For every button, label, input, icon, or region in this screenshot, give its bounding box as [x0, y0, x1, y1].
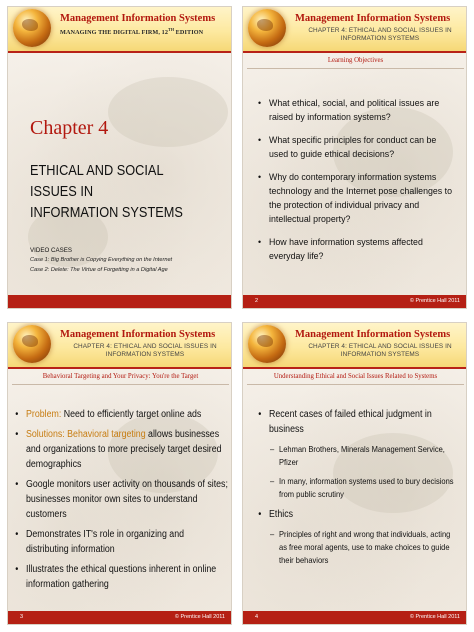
- copyright: © Prentice Hall 2011: [174, 614, 225, 620]
- list-item: • Problem: Need to efficiently target online ads: [15, 409, 202, 420]
- slide-1: [7, 6, 232, 309]
- bullet-icon: •: [257, 135, 262, 146]
- sub-list-item: – In many, information systems used to bury decisions from public scrutiny: [270, 476, 454, 499]
- list-item: • Demonstrates IT's role in organizing and distributing information: [15, 529, 185, 555]
- dash-icon: –: [270, 444, 275, 454]
- bullet-icon: •: [15, 529, 19, 540]
- ethics-bullets: [258, 407, 461, 573]
- list-item: • Why do contemporary information systems technology and the Internet pose challenges to the protection of individual privacy and intellectual property?: [257, 172, 453, 225]
- bullet-icon: •: [15, 564, 19, 575]
- slide-4: [242, 322, 467, 625]
- list-item: • Illustrates the ethical questions inherent in online information gathering: [15, 564, 217, 590]
- globe-logo-icon: [248, 325, 286, 363]
- bullet-icon: •: [15, 409, 19, 420]
- bullet-icon: •: [257, 172, 262, 183]
- divider: [12, 384, 229, 385]
- slide-heading: Learning Objectives: [327, 57, 384, 64]
- slide-2: [242, 6, 467, 309]
- course-title: Management Information Systems: [295, 329, 451, 340]
- course-title: Management Information Systems: [295, 13, 451, 24]
- globe-logo-icon: [13, 9, 51, 47]
- slide-footer: [8, 295, 232, 308]
- slide-number: 4: [255, 614, 259, 620]
- slide-heading: Behavioral Targeting and Your Privacy: You're the Target: [42, 373, 199, 380]
- slide-footer: [243, 295, 467, 308]
- slide-header: [243, 7, 467, 53]
- globe-logo-icon: [13, 325, 51, 363]
- dash-icon: –: [270, 529, 275, 539]
- slide-number: 3: [20, 614, 24, 620]
- slide-number: 2: [255, 298, 259, 304]
- bullet-icon: •: [15, 479, 19, 490]
- list-item: • Recent cases of failed ethical judgment in business: [258, 409, 432, 435]
- list-item: • How have information systems affected everyday life?: [257, 237, 423, 262]
- slide-heading: Understanding Ethical and Social Issues Related to Systems: [273, 373, 438, 380]
- chapter-subtitle: CHAPTER 4: ETHICAL AND SOCIAL ISSUES IN INFORMATION SYSTEMS: [73, 343, 217, 358]
- bullet-icon: •: [258, 509, 262, 520]
- list-item: • Solutions: Behavioral targeting allows businesses and organizations to more precisely target desired demographics: [15, 429, 222, 470]
- chapter-title: ETHICAL AND SOCIAL ISSUES IN INFORMATION SYSTEMS: [30, 163, 183, 221]
- world-map-bg: [108, 77, 228, 147]
- copyright: © Prentice Hall 2011: [409, 614, 460, 620]
- slide-footer: [243, 611, 467, 624]
- objectives-list: [257, 97, 459, 273]
- slide-3: [7, 322, 232, 625]
- slide-footer: [8, 611, 232, 624]
- chapter-subtitle: CHAPTER 4: ETHICAL AND SOCIAL ISSUES IN INFORMATION SYSTEMS: [308, 27, 452, 42]
- sub-list-item: – Principles of right and wrong that individuals, acting as free moral agents, use to make choices to guide their behaviors: [270, 529, 451, 565]
- slide-header: [8, 7, 232, 53]
- course-title: Management Information Systems: [60, 329, 216, 340]
- video-case-1: Case 1: Big Brother is Copying Everything on the Internet: [30, 257, 173, 263]
- course-title: Management Information Systems: [60, 13, 216, 24]
- case-bullets: [15, 407, 231, 597]
- slide-header: [243, 323, 467, 369]
- list-item: • What specific principles for conduct can be used to guide ethical decisions?: [257, 135, 437, 160]
- bullet-icon: •: [257, 98, 262, 109]
- globe-logo-icon: [248, 9, 286, 47]
- video-cases-label: VIDEO CASES: [30, 247, 72, 254]
- bullet-icon: •: [258, 409, 262, 420]
- video-case-2: Case 2: Delete: The Virtue of Forgetting in a Digital Age: [30, 267, 168, 273]
- list-item: • Google monitors user activity on thousands of sites; businesses monitor own sites to understand customers: [15, 479, 228, 520]
- bullet-icon: •: [257, 237, 262, 248]
- list-item: • What ethical, social, and political issues are raised by information systems?: [257, 98, 440, 123]
- slide-header: [8, 323, 232, 369]
- dash-icon: –: [270, 476, 275, 486]
- list-item: • Ethics: [258, 509, 294, 520]
- copyright: © Prentice Hall 2011: [409, 298, 460, 304]
- course-subtitle: MANAGING THE DIGITAL FIRM, 12TH EDITION: [60, 27, 204, 37]
- bullet-icon: •: [15, 429, 19, 440]
- chapter-number: Chapter 4: [30, 117, 109, 139]
- divider: [247, 68, 464, 69]
- chapter-subtitle: CHAPTER 4: ETHICAL AND SOCIAL ISSUES IN INFORMATION SYSTEMS: [308, 343, 452, 358]
- divider: [247, 384, 464, 385]
- sub-list-item: – Lehman Brothers, Minerals Management Service, Pfizer: [270, 444, 445, 467]
